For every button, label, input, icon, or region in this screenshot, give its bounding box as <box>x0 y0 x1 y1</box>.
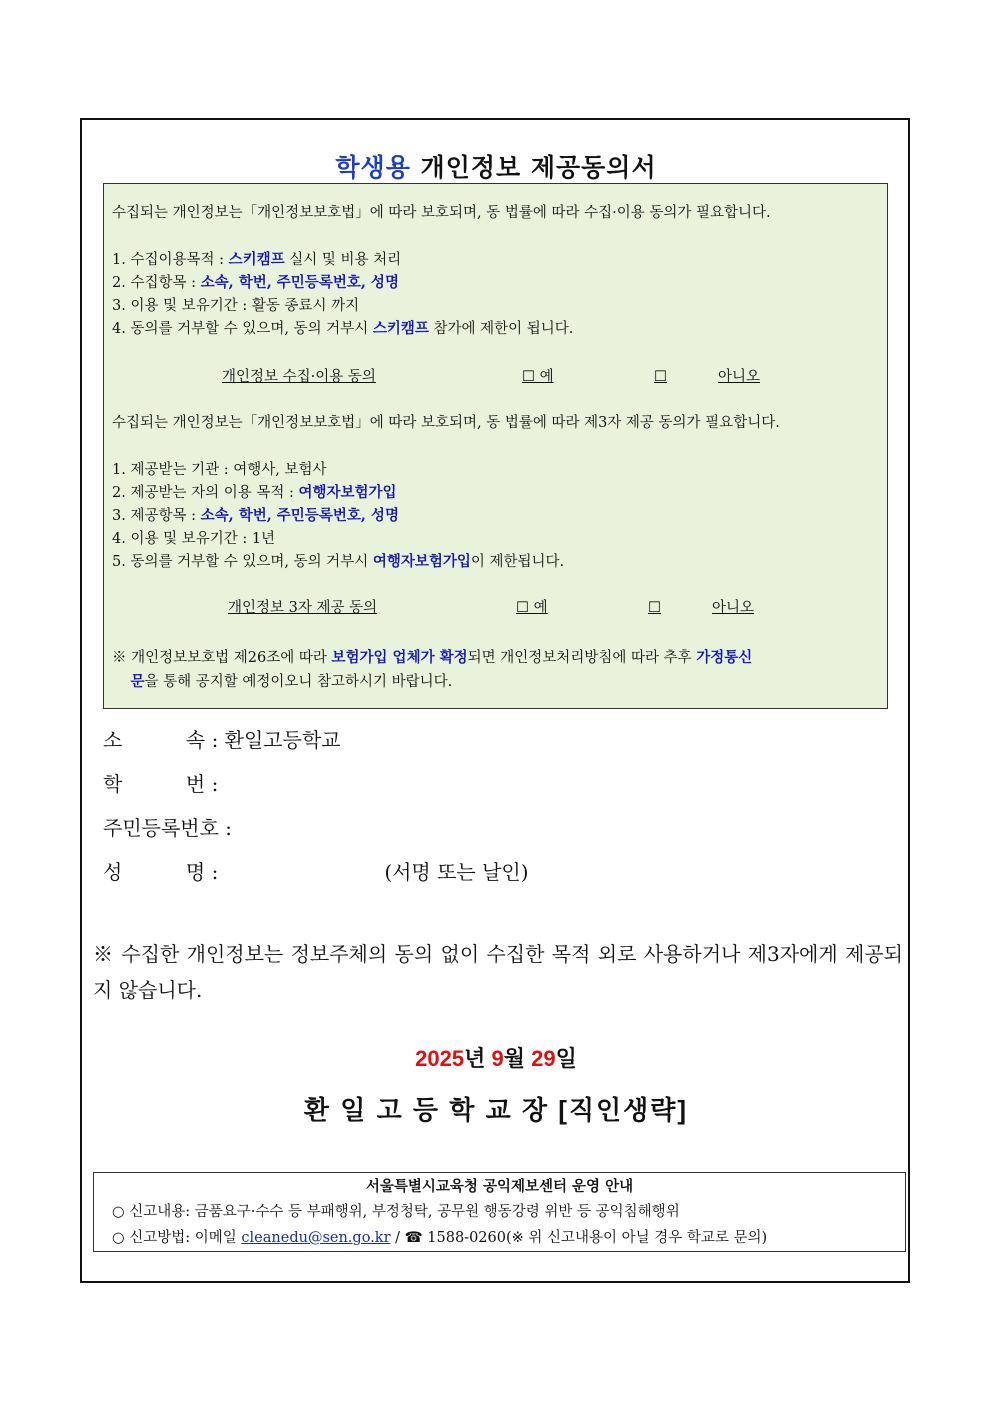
affiliation-value: 환일고등학교 <box>224 728 341 752</box>
field-student-number[interactable]: 학 번 : <box>103 772 219 796</box>
footer-note: ※ 수집한 개인정보는 정보주체의 동의 없이 수집한 목적 외로 사용하거나 제3자에게 제공되지 않습니다. <box>93 942 903 1002</box>
third-party-item-2: 2. 제공받는 자의 이용 목적 : 여행자보험가입 <box>112 484 397 501</box>
notice-line-2: ○ 신고방법: 이메일 cleanedu@sen.go.kr / ☎ 1588-0260(※ 위 신고내용이 아닐 경우 학교로 문의) <box>112 1230 768 1246</box>
notice-title: 서울특별시교육청 공익제보센터 운영 안내 <box>365 1178 634 1195</box>
third-party-yes-checkbox[interactable]: ☐ 예 <box>516 600 548 616</box>
third-party-no-label: 아니오 <box>712 600 755 616</box>
consent-box <box>103 183 888 709</box>
collection-item-2: 2. 수집항목 : 소속, 학번, 주민등록번호, 성명 <box>112 274 399 291</box>
third-party-item-5: 5. 동의를 거부할 수 있으며, 동의 거부시 여행자보험가입이 제한됩니다. <box>112 553 565 570</box>
insurance-note: ※ 개인정보보호법 제26조에 따라 보험가입 업체가 확정되면 개인정보처리방침에 따라 추후 가정통신 문을 통해 공지할 예정이오니 참고하시기 바랍니다. <box>112 649 753 690</box>
collection-item-1: 1. 수집이용목적 : 스키캠프 실시 및 비용 처리 <box>112 251 402 268</box>
third-party-no-checkbox[interactable]: ☐ <box>648 600 661 616</box>
notice-line-1: ○ 신고내용: 금품요구·수수 등 부패행위, 부정청탁, 공무원 행동강령 위반 등 공익침해행위 <box>112 1204 680 1220</box>
issue-date: 2025년 9월 29일 <box>415 1046 577 1071</box>
collection-consent-row <box>222 366 760 389</box>
third-party-item-1: 1. 제공받는 기관 : 여행사, 보험사 <box>112 462 327 478</box>
title-highlight: 학생용 <box>335 153 411 182</box>
email-link[interactable]: cleanedu@sen.go.kr <box>241 1230 391 1246</box>
field-affiliation: 소 속 : 환일고등학교 <box>103 728 341 752</box>
field-name[interactable]: 성 명 : (서명 또는 날인) <box>103 860 529 884</box>
document-title <box>0 148 992 184</box>
title-rest: 개인정보 제공동의서 <box>410 153 657 182</box>
field-resident-number[interactable]: 주민등록번호 : <box>103 816 233 840</box>
third-party-item-3: 3. 제공항목 : 소속, 학번, 주민등록번호, 성명 <box>112 507 399 524</box>
third-party-item-4: 4. 이용 및 보유기간 : 1년 <box>112 531 276 547</box>
collection-no-checkbox[interactable]: ☐ <box>654 369 667 385</box>
third-party-intro: 수집되는 개인정보는「개인정보보호법」에 따라 보호되며, 동 법률에 따라 제3자 제공 동의가 필요합니다. <box>112 415 780 431</box>
collection-yes-checkbox[interactable]: ☐ 예 <box>522 369 554 385</box>
collection-no-label: 아니오 <box>718 369 761 385</box>
principal-signature: 환 일 고 등 학 교 장 [직인생략] <box>303 1095 689 1125</box>
third-party-consent-label: 개인정보 3자 제공 동의 <box>228 600 378 616</box>
collection-item-4: 4. 동의를 거부할 수 있으며, 동의 거부시 스키캠프 참가에 제한이 됩니다. <box>112 320 574 337</box>
collection-item-3: 3. 이용 및 보유기간 : 활동 종료시 까지 <box>112 298 360 314</box>
collection-consent-label: 개인정보 수집·이용 동의 <box>222 369 376 385</box>
collection-intro: 수집되는 개인정보는「개인정보보호법」에 따라 보호되며, 동 법률에 따라 수집·이용 동의가 필요합니다. <box>112 205 771 221</box>
third-party-consent-row <box>228 597 754 620</box>
whistleblower-notice <box>93 1172 906 1252</box>
signature-hint: (서명 또는 날인) <box>384 860 529 884</box>
